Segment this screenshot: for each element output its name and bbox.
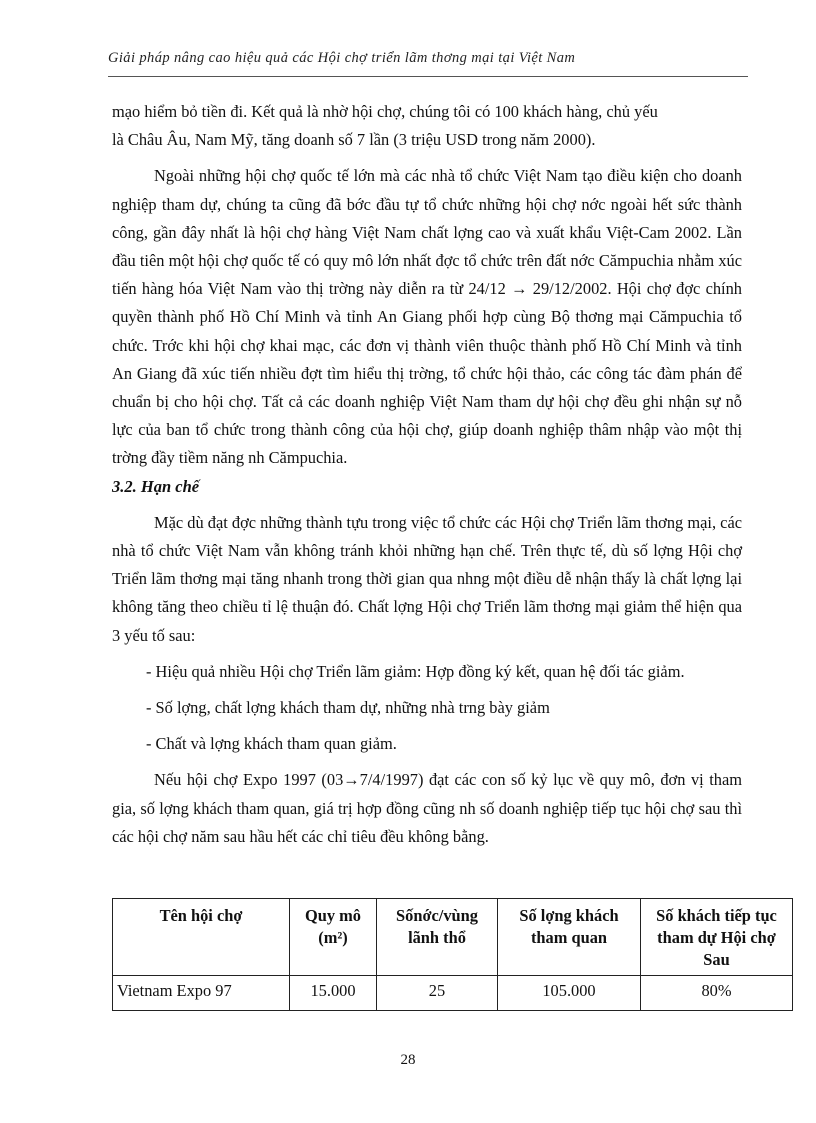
paragraph-vietnam-cambodia-fair: Ngoài những hội chợ quốc tế lớn mà các nhà tổ chức Việt Nam tạo điều kiện cho doanh nghiệp tham dự, chúng ta cũng đã bớc đầu tự tổ chức những hội chợ nớc ngoài hết sức thành công, gần đây nhất là hội chợ hàng Việt Nam chất lợng cao và xuất khẩu Việt-Cam 2002. Lần đầu tiên một hội chợ quốc tế có quy mô lớn nhất đợc tổ chức trên đất nớc Cămpuchia nhằm xúc tiến hàng hóa Việt Nam vào thị trờng này diễn ra từ 24/12 → 29/12/2002. Hội chợ đợc chính quyền thành phố Hồ Chí Minh và tỉnh An Giang phối hợp cùng Bộ thơng mại Cămpuchia tổ chức. Trớc khi hội chợ khai mạc, các đơn vị thành viên thuộc thành phố Hồ Chí Minh và tỉnh An Giang đã xúc tiến nhiều đợt tìm hiểu thị trờng, tổ chức hội thảo, các công tác đàm phán để chuẩn bị cho hội chợ. Tất cả các doanh nghiệp Việt Nam tham dự hội chợ đều ghi nhận sự nỗ lực của ban tổ chức trong thành công của hội chợ, giúp doanh nghiệp thâm nhập vào một thị trờng đầy tiềm năng nh Cămpuchia. (112, 166, 742, 468)
table-row (113, 976, 793, 1011)
table-cell: 80% (641, 976, 793, 1011)
column-header-countries: Sốnớc/vùng lãnh thổ (377, 899, 498, 976)
section-heading: 3.2. Hạn chế (112, 476, 200, 496)
table-cell: Vietnam Expo 97 (113, 976, 290, 1011)
column-header-returning: Số khách tiếp tục tham dự Hội chợ Sau (641, 899, 793, 976)
paragraph-continuation (112, 98, 742, 154)
page-number: 28 (400, 1052, 416, 1068)
document-body (112, 98, 742, 851)
text-line: mạo hiểm bỏ tiền đi. Kết quả là nhờ hội chợ, chúng tôi có 100 khách hàng, chủ yếu (112, 102, 658, 121)
table-cell: 25 (377, 976, 498, 1011)
bullet-item: - Số lợng, chất lợng khách tham dự, những nhà trng bày giảm (146, 698, 550, 718)
column-header-fair-name: Tên hội chợ (113, 899, 290, 976)
bullet-item: - Hiệu quả nhiều Hội chợ Triển lãm giảm: Hợp đồng ký kết, quan hệ đối tác giảm. (146, 661, 685, 681)
table-header-row (113, 899, 793, 976)
paragraph-limitations: Mặc dù đạt đợc những thành tựu trong việc tổ chức các Hội chợ Triển lãm thơng mại, các nhà tổ chức Việt Nam vẫn không tránh khỏi những hạn chế. Trên thực tế, dù số lợng Hội chợ Triển lãm thơng mại tăng nhanh trong thời gian qua nhng một điều dễ nhận thấy là chất lợng lại không tăng theo chiều tỉ lệ thuận đó. Chất lợng Hội chợ Triển lãm thơng mại giảm thể hiện qua 3 yếu tố sau: (112, 512, 742, 645)
bullet-item: - Chất và lợng khách tham quan giảm. (146, 734, 397, 754)
column-header-visitors: Số lợng khách tham quan (498, 899, 641, 976)
paragraph-expo-1997: Nếu hội chợ Expo 1997 (03→7/4/1997) đạt các con số kỷ lục về quy mô, đơn vị tham gia, số lợng khách tham quan, giá trị hợp đồng cũng nh số doanh nghiệp tiếp tục hội chợ sau thì các hội chợ năm sau hầu hết các chỉ tiêu đều không bằng. (112, 770, 742, 846)
text-line: là Châu Âu, Nam Mỹ, tăng doanh số 7 lần (3 triệu USD trong năm 2000). (112, 130, 596, 150)
fair-statistics-table (112, 898, 793, 1011)
running-header: Giải pháp nâng cao hiệu quả các Hội chợ triển lãm thơng mại tại Việt Nam (108, 50, 576, 66)
table-cell: 105.000 (498, 976, 641, 1011)
header-divider (108, 76, 748, 77)
column-header-scale: Quy mô (m²) (290, 899, 377, 976)
table-cell: 15.000 (290, 976, 377, 1011)
